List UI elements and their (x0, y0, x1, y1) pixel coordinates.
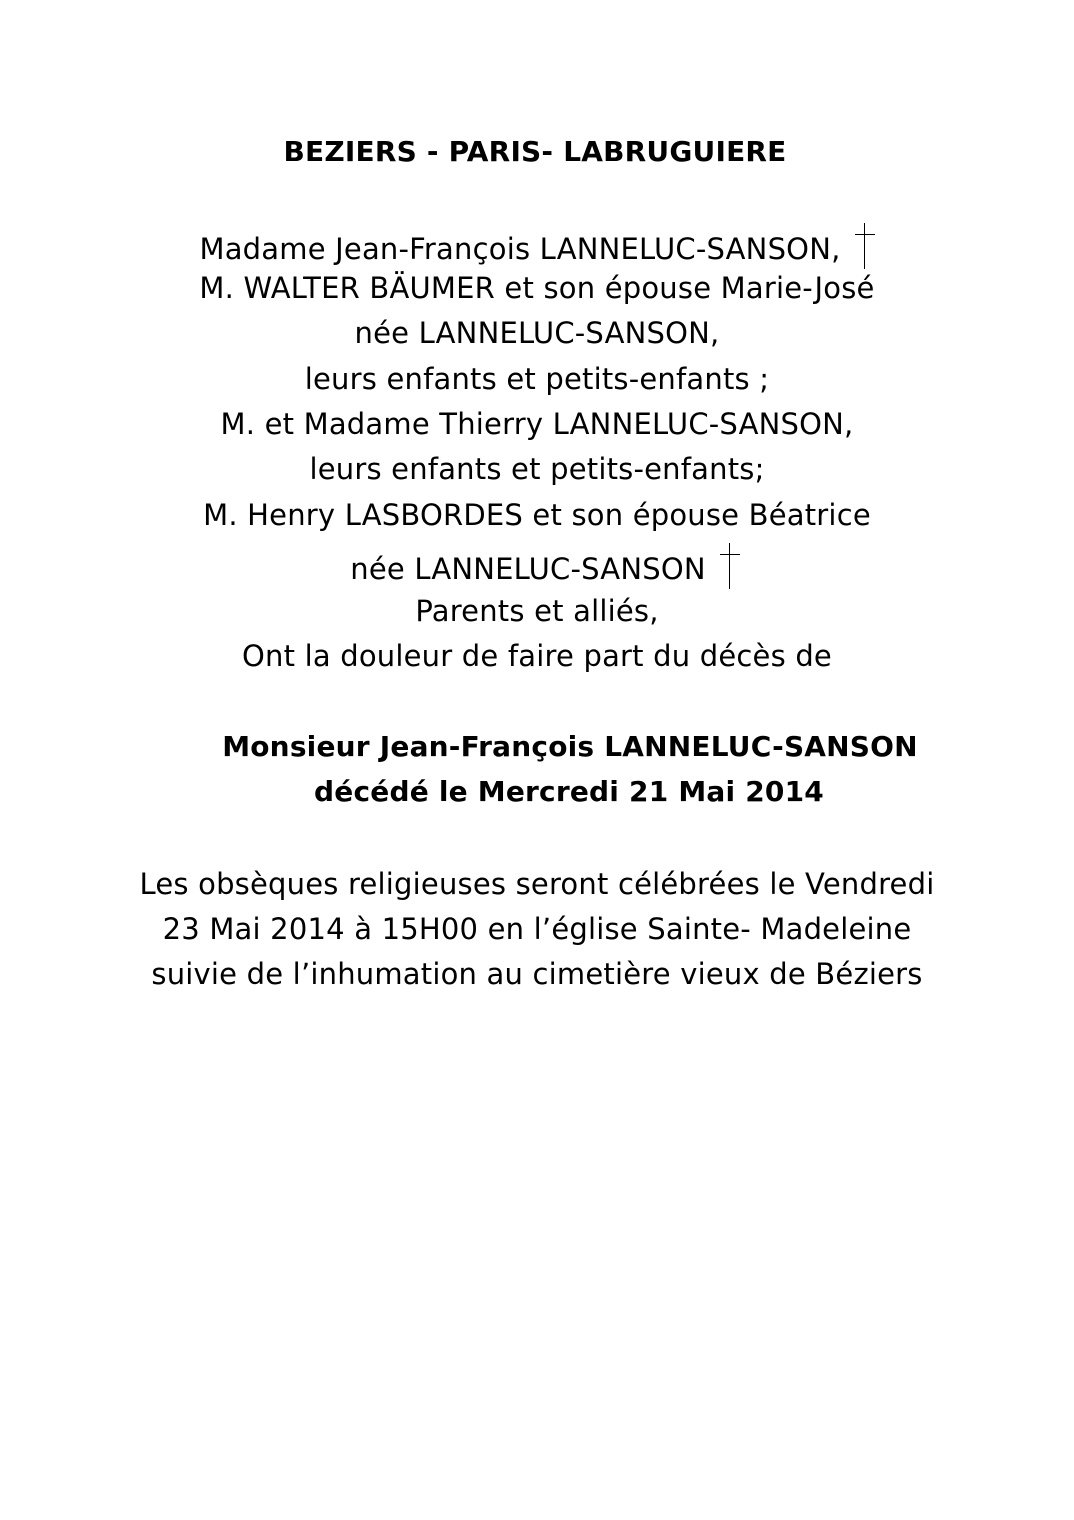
cross-icon (720, 543, 740, 589)
family-line-widow (0, 223, 1074, 269)
deceased-date: décédé le Mercredi 21 Mai 2014 (314, 775, 824, 808)
family-line: Parents et alliés, (415, 594, 659, 628)
cross-icon (855, 223, 875, 269)
family-line-text: Madame Jean-François LANNELUC-SANSON, (199, 232, 841, 266)
funeral-line: 23 Mai 2014 à 15H00 en l’église Sainte- Madeleine (162, 912, 912, 946)
cities-heading: BEZIERS - PARIS- LABRUGUIERE (283, 135, 787, 168)
family-line: leurs enfants et petits-enfants ; (304, 362, 770, 396)
family-line: M. Henry LASBORDES et son épouse Béatrice (203, 498, 871, 532)
family-line-deceased-sister: née LANNELUC-SANSON (8, 543, 1074, 589)
funeral-line: Les obsèques religieuses seront célébrées le Vendredi (139, 867, 935, 901)
family-line: Ont la douleur de faire part du décès de (242, 639, 832, 673)
funeral-line: suivie de l’inhumation au cimetière vieux de Béziers (151, 957, 923, 991)
family-line: leurs enfants et petits-enfants; (309, 452, 765, 486)
family-line: M. et Madame Thierry LANNELUC-SANSON, (220, 407, 854, 441)
deceased-name: Monsieur Jean-François LANNELUC-SANSON (222, 730, 918, 763)
family-line: née LANNELUC-SANSON, (354, 316, 720, 350)
family-line: M. WALTER BÄUMER et son épouse Marie-José (199, 271, 875, 305)
